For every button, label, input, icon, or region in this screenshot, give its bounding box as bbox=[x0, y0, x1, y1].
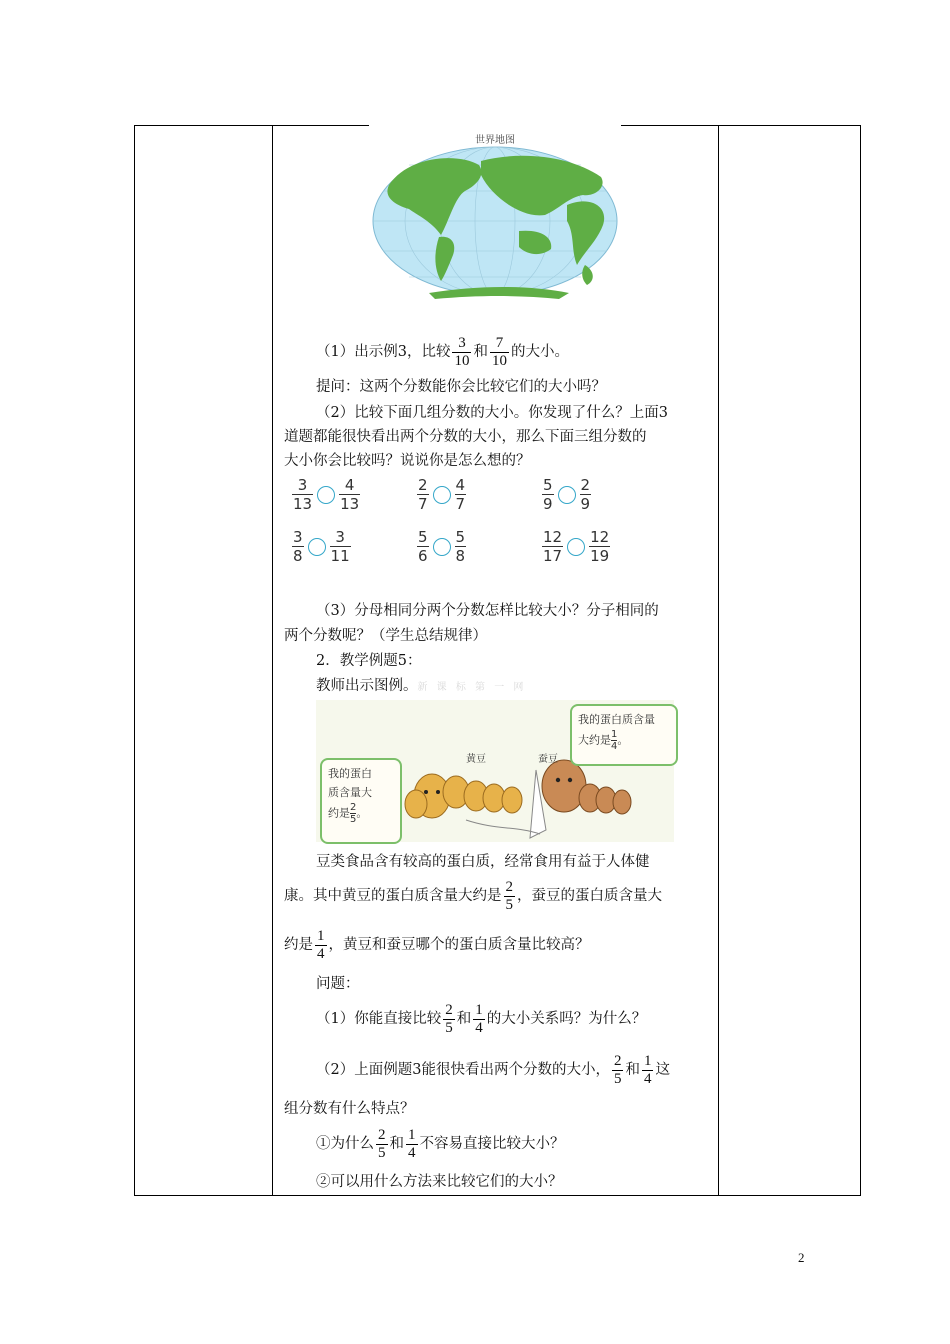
denominator: 5 bbox=[505, 896, 513, 913]
numerator: 2 bbox=[580, 476, 591, 494]
section-heading: 2．教学例题5： bbox=[316, 653, 422, 669]
question-1-line bbox=[316, 999, 646, 1039]
compare-circle-blank bbox=[317, 486, 335, 504]
fraction-2-5 bbox=[376, 1127, 388, 1162]
numerator: 3 bbox=[297, 476, 308, 494]
fraction bbox=[542, 528, 563, 565]
denominator: 10 bbox=[491, 352, 507, 369]
numerator: 7 bbox=[495, 334, 504, 351]
compare-circle-blank bbox=[308, 538, 326, 556]
question-text: （1）你能直接比较 bbox=[316, 1011, 442, 1027]
paragraph-line bbox=[316, 676, 526, 698]
beans-illustration bbox=[316, 700, 674, 842]
numerator: 1 bbox=[408, 1126, 416, 1143]
numerator: 12 bbox=[590, 528, 610, 546]
denominator: 4 bbox=[475, 1019, 483, 1036]
questions-heading: 问题： bbox=[316, 976, 360, 992]
fraction bbox=[542, 476, 554, 513]
example3-end: 的大小。 bbox=[510, 344, 569, 360]
denominator: 4 bbox=[408, 1144, 416, 1161]
compare-circle-blank bbox=[558, 486, 576, 504]
numerator: 5 bbox=[543, 476, 553, 494]
denominator: 11 bbox=[330, 547, 350, 565]
fraction-1-4 bbox=[642, 1053, 654, 1088]
bubble-line: 我的蛋白质含量 bbox=[578, 713, 655, 726]
numerator: 3 bbox=[335, 528, 345, 546]
numerator: 2 bbox=[418, 476, 428, 494]
denominator: 6 bbox=[418, 547, 428, 565]
fraction-pair bbox=[417, 528, 466, 565]
question-line: 提问：这两个分数能你会比较它们的大小吗？ bbox=[316, 379, 606, 395]
numerator: 1 bbox=[475, 1001, 483, 1018]
compare-circle-blank bbox=[433, 486, 451, 504]
fraction-3-10 bbox=[452, 335, 471, 370]
compare-circle-blank bbox=[433, 538, 451, 556]
denominator: 13 bbox=[293, 495, 313, 513]
map-title: 世界地图 bbox=[475, 135, 515, 146]
fraction-compare-grid bbox=[292, 476, 642, 576]
and-text: 和 bbox=[456, 1011, 472, 1027]
numerator: 2 bbox=[378, 1126, 386, 1143]
table-divider-2 bbox=[718, 126, 719, 1195]
fraction bbox=[292, 476, 313, 513]
fraction-pair bbox=[292, 528, 351, 565]
numerator: 3 bbox=[293, 528, 303, 546]
numerator: 2 bbox=[350, 802, 357, 813]
soybean-text: 康。其中黄豆的蛋白质含量大约是 bbox=[284, 888, 502, 904]
denominator: 9 bbox=[543, 495, 553, 513]
broadbean-text: ，蚕豆的蛋白质含量大 bbox=[517, 888, 662, 904]
soybean-speech-bubble bbox=[320, 758, 402, 844]
fraction bbox=[292, 528, 304, 565]
which-higher-text: ，黄豆和蚕豆哪个的蛋白质含量比较高？ bbox=[328, 937, 590, 953]
question-end: 的大小关系吗？为什么？ bbox=[486, 1011, 647, 1027]
fraction bbox=[417, 476, 429, 513]
denominator: 5 bbox=[613, 1070, 622, 1087]
fraction-2-5 bbox=[443, 1002, 455, 1037]
fraction bbox=[339, 476, 360, 513]
fraction-1-4 bbox=[473, 1002, 485, 1037]
page-number: 2 bbox=[798, 1250, 805, 1265]
denominator: 13 bbox=[340, 495, 360, 513]
fraction-1-4 bbox=[315, 928, 327, 963]
bubble-text: 大约是 bbox=[578, 733, 611, 747]
broadbean-speech-bubble bbox=[570, 704, 678, 766]
broadbean-label: 蚕豆 bbox=[538, 754, 558, 765]
denominator: 7 bbox=[418, 495, 428, 513]
numerator: 1 bbox=[317, 927, 325, 944]
example3-line bbox=[316, 332, 569, 372]
denominator: 10 bbox=[454, 352, 470, 369]
fraction bbox=[455, 476, 467, 513]
bubble-line bbox=[578, 729, 670, 752]
denominator: 4 bbox=[317, 945, 325, 962]
bubble-line bbox=[328, 802, 394, 825]
numerator: 12 bbox=[543, 528, 563, 546]
example3-text: （1）出示例3，比较 bbox=[316, 344, 451, 360]
about-text: 约是 bbox=[284, 937, 313, 953]
numerator: 4 bbox=[344, 476, 355, 494]
denominator: 5 bbox=[378, 1144, 386, 1161]
denominator: 19 bbox=[590, 547, 610, 565]
paragraph-line: 两个分数呢？（学生总结规律） bbox=[284, 628, 487, 644]
question-text: ①为什么 bbox=[316, 1136, 374, 1152]
fraction bbox=[589, 528, 610, 565]
numerator: 1 bbox=[611, 729, 618, 740]
bubble-end: 。 bbox=[356, 806, 368, 820]
subquestion-1-line bbox=[316, 1124, 565, 1164]
numerator: 2 bbox=[445, 1001, 453, 1018]
bubble-end: 。 bbox=[617, 733, 629, 747]
fraction bbox=[455, 528, 467, 565]
numerator: 2 bbox=[613, 1052, 622, 1069]
paragraph-line: 组分数有什么特点？ bbox=[284, 1101, 415, 1117]
soybean-label: 黄豆 bbox=[466, 754, 486, 765]
bubble-line: 质含量大 bbox=[328, 786, 372, 799]
denominator: 5 bbox=[445, 1019, 453, 1036]
watermark-text: 新 课 标 第 一 网 bbox=[417, 682, 527, 693]
fraction bbox=[330, 528, 351, 565]
fraction bbox=[417, 528, 429, 565]
paragraph-line: 大小你会比较吗？说说你是怎么想的？ bbox=[284, 453, 531, 469]
fraction-pair bbox=[417, 476, 466, 513]
fraction-7-10 bbox=[490, 335, 509, 370]
denominator: 7 bbox=[455, 495, 466, 513]
question-end: 不容易直接比较大小？ bbox=[419, 1136, 565, 1152]
numerator: 3 bbox=[458, 334, 466, 351]
fraction-pair bbox=[542, 528, 610, 565]
question-end: 这 bbox=[655, 1062, 670, 1078]
fraction bbox=[580, 476, 592, 513]
fraction-2-5 bbox=[504, 879, 516, 914]
paragraph-line: 道题都能很快看出两个分数的大小，那么下面三组分数的 bbox=[284, 429, 647, 445]
paragraph-line: （3）分母相同分两个分数怎样比较大小？分子相同的 bbox=[316, 603, 659, 619]
denominator: 4 bbox=[643, 1070, 652, 1087]
denominator: 8 bbox=[455, 547, 466, 565]
numerator: 5 bbox=[455, 528, 466, 546]
denominator: 5 bbox=[350, 814, 357, 825]
table-divider-1 bbox=[272, 126, 273, 1195]
fraction-1-4 bbox=[406, 1127, 418, 1162]
fraction-pair bbox=[542, 476, 591, 513]
paragraph-line: 豆类食品含有较高的蛋白质，经常食用有益于人体健 bbox=[316, 854, 650, 870]
question-text: （2）上面例题3能很快看出两个分数的大小， bbox=[316, 1062, 610, 1078]
numerator: 2 bbox=[505, 878, 513, 895]
world-map-image bbox=[369, 125, 621, 305]
bubble-text: 约是 bbox=[328, 806, 350, 820]
numerator: 1 bbox=[643, 1052, 652, 1069]
paragraph-line bbox=[284, 925, 590, 965]
subquestion-2-line: ②可以用什么方法来比较它们的大小？ bbox=[316, 1174, 563, 1190]
question-2-line bbox=[316, 1050, 670, 1090]
denominator: 9 bbox=[580, 495, 591, 513]
paragraph-line: （2）比较下面几组分数的大小。你发现了什么？上面3 bbox=[316, 405, 668, 421]
fraction-pair bbox=[292, 476, 360, 513]
compare-circle-blank bbox=[567, 538, 585, 556]
fraction-2-5 bbox=[612, 1053, 624, 1088]
teacher-shows-text: 教师出示图例。 bbox=[316, 678, 418, 694]
and-text: 和 bbox=[389, 1136, 404, 1152]
numerator: 5 bbox=[418, 528, 428, 546]
denominator: 17 bbox=[543, 547, 563, 565]
and-text: 和 bbox=[473, 344, 488, 360]
denominator: 4 bbox=[611, 741, 618, 752]
numerator: 4 bbox=[455, 476, 466, 494]
denominator: 8 bbox=[293, 547, 303, 565]
and-text: 和 bbox=[625, 1062, 640, 1078]
paragraph-line bbox=[284, 876, 662, 916]
world-map-figure bbox=[369, 125, 621, 305]
bubble-line: 我的蛋白 bbox=[328, 767, 372, 780]
